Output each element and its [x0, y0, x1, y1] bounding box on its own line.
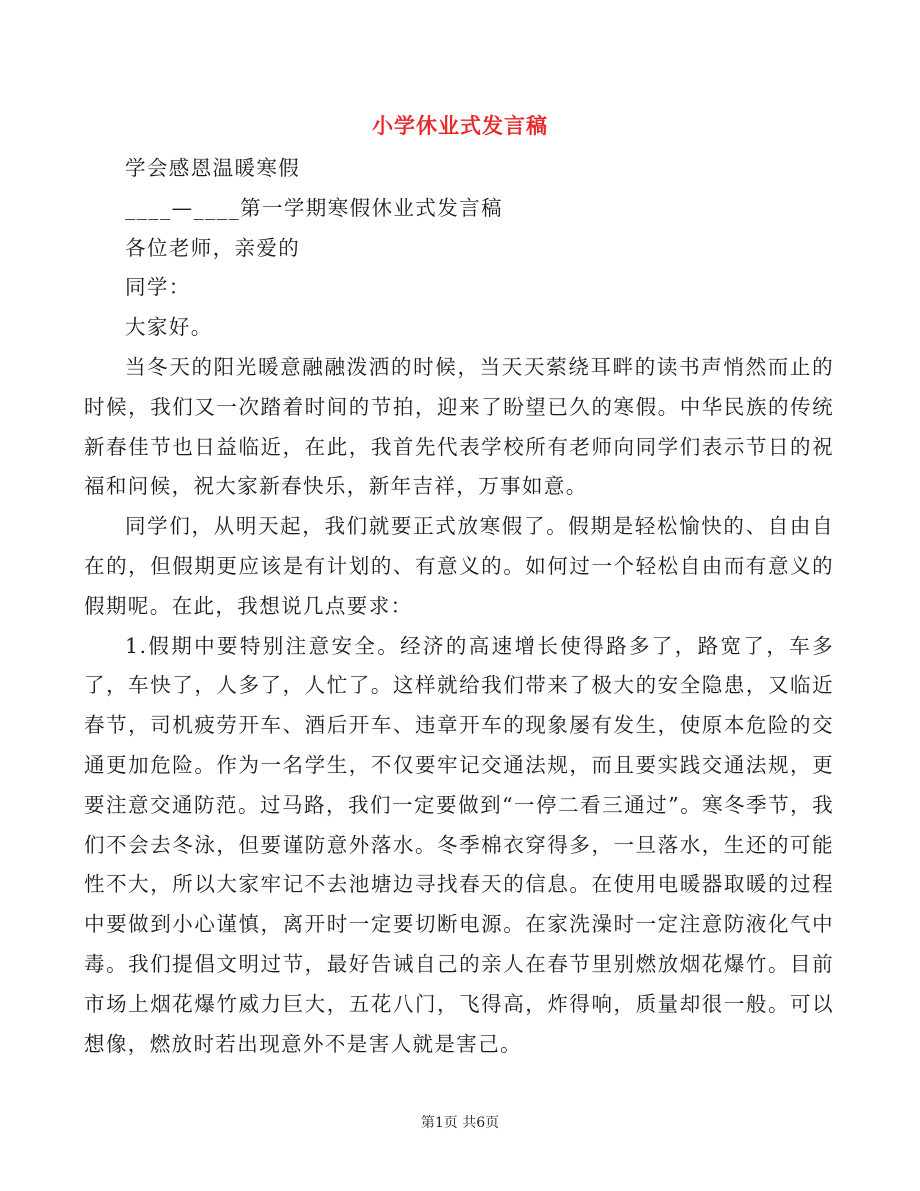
- paragraph-subtitle: 学会感恩温暖寒假: [125, 156, 301, 180]
- paragraph-body: 1.假期中要特别注意安全。经济的高速增长使得路多了，路宽了，车多了，车快了，人多了，人忙了。这样就给我们带来了极大的安全隐患，又临近春节，司机疲劳开车、酒后开车、违章开车的现象屡有发生，使原本危险的交通更加危险。作为一名学生，不仅要牢记交通法规，而且要实践交通法规，更要注意交通防范。过马路，我们一定要做到“一停二看三通过”。寒冬季节，我们不会去冬泳，但要谨防意外落水。冬季棉衣穿得多，一旦落水，生还的可能性不大，所以大家牢记不去池塘边寻找春天的信息。在使用电暖器取暖的过程中要做到小心谨慎，离开时一定要切断电源。在家洗澡时一定注意防液化气中毒。我们提倡文明过节，最好告诫自己的亲人在春节里别燃放烟花爆竹。目前市场上烟花爆竹威力巨大，五花八门，飞得高，炸得响，质量却很一般。可以想像，燃放时若出现意外不是害人就是害己。: [84, 633, 834, 1056]
- paragraph-body: 同学们，从明天起，我们就要正式放寒假了。假期是轻松愉快的、自由自在的，但假期更应该是有计划的、有意义的。如何过一个轻松自由而有意义的假期呢。在此，我想说几点要求：: [84, 514, 834, 618]
- page-number: 第1页 共6页: [420, 1115, 500, 1131]
- paragraph-salutation: 各位老师，亲爱的: [125, 235, 301, 260]
- document-body: [84, 149, 834, 1064]
- document-title: 小学休业式发言稿: [372, 113, 548, 138]
- paragraph-heading: ____—____第一学期寒假休业式发言稿: [125, 195, 503, 220]
- paragraph-body: 当冬天的阳光暖意融融泼洒的时候，当天天萦绕耳畔的读书声悄然而止的时候，我们又一次踏着时间的节拍，迎来了盼望已久的寒假。中华民族的传统新春佳节也日益临近，在此，我首先代表学校所有老师向同学们表示节日的祝福和问候，祝大家新春快乐，新年吉祥，万事如意。: [84, 354, 834, 499]
- paragraph-salutation-cont: 同学：: [125, 275, 191, 300]
- paragraph-greeting: 大家好。: [125, 315, 213, 340]
